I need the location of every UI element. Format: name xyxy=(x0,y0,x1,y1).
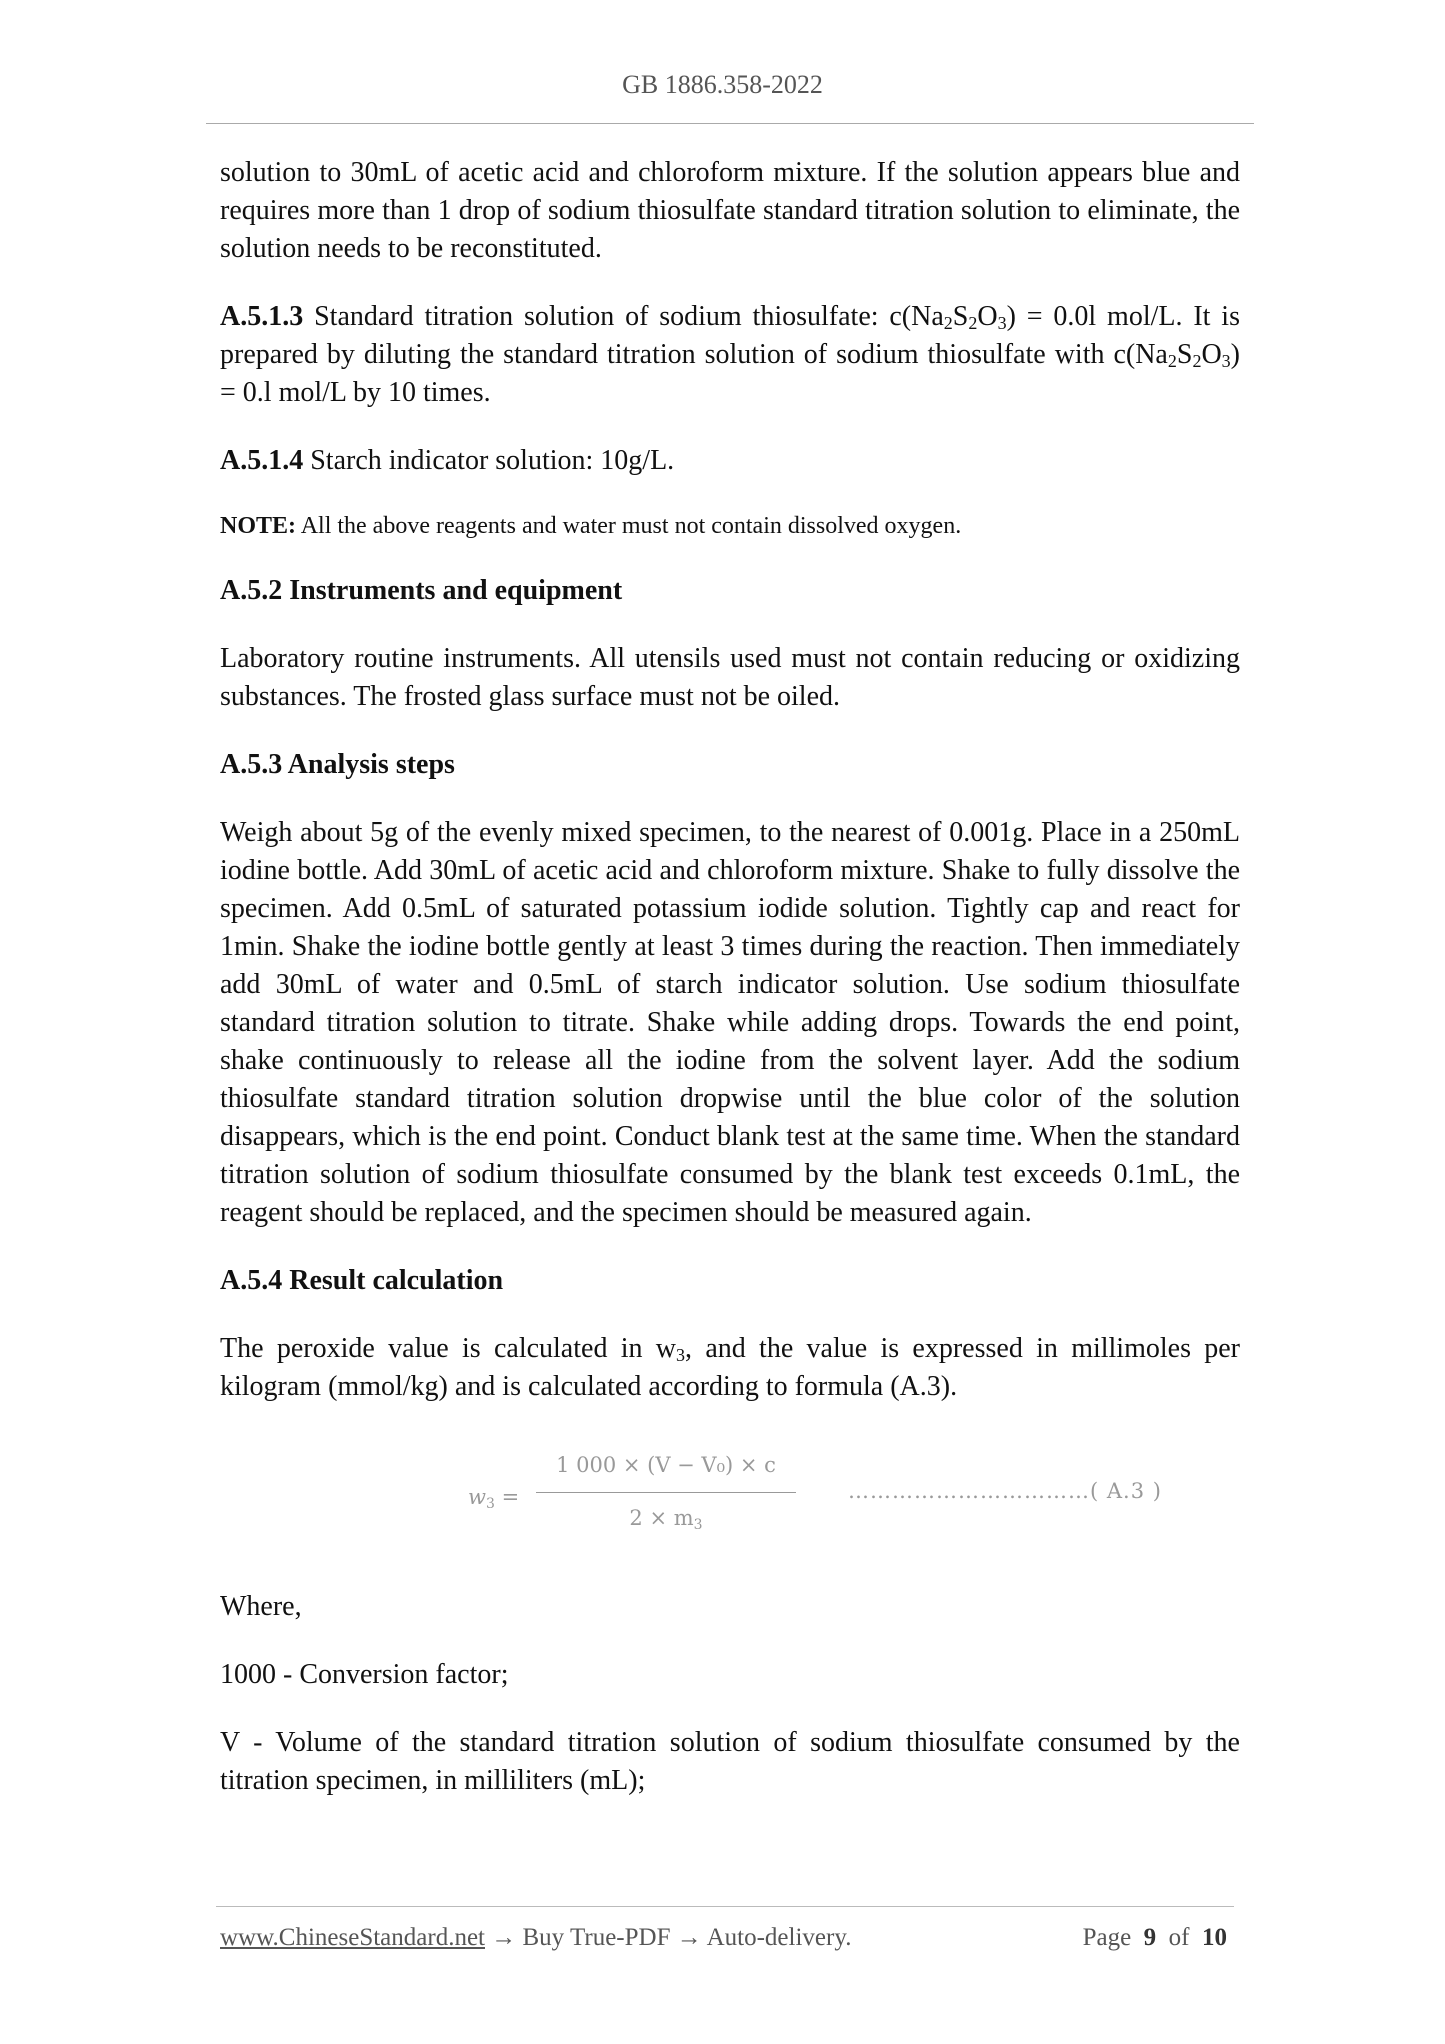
clause-text: Starch indicator solution: 10g/L. xyxy=(303,445,675,476)
formula-leader-dots: …………………………… xyxy=(848,1479,1090,1503)
paragraph-a52: Laboratory routine instruments. All utensils used must not contain reducing or oxidizing substances. The frosted glass surface must not be oiled. xyxy=(220,643,1240,712)
page-word: Page xyxy=(1082,1924,1132,1951)
note-text: All the above reagents and water must not contain dissolved oxygen. xyxy=(296,513,962,539)
formula-denominator xyxy=(536,1493,796,1537)
clause-text: ) = 0.l mol/L by 10 times. xyxy=(220,339,1240,408)
standard-number-header: GB 1886.358-2022 xyxy=(622,70,823,99)
formula-denominator-text: 2 × m xyxy=(629,1506,694,1530)
paragraph-a54 xyxy=(220,1330,1240,1406)
clause-label: A.5.1.4 xyxy=(220,445,304,476)
note-paragraph xyxy=(220,510,1240,542)
clause-text: S xyxy=(952,301,969,332)
clause-text: O xyxy=(1201,339,1222,370)
footer-divider xyxy=(216,1906,1234,1907)
subscript: 3 xyxy=(693,1517,703,1533)
formula-numerator: 1 000 × (V − V₀) × c xyxy=(536,1446,796,1493)
of-word: of xyxy=(1168,1924,1190,1951)
page-indicator xyxy=(1083,1924,1227,1952)
definition-1000: 1000 - Conversion factor; xyxy=(220,1659,509,1690)
subscript: 3 xyxy=(676,1345,686,1365)
subscript: 2 xyxy=(968,313,978,333)
clause-label: A.5.1.3 xyxy=(220,301,304,332)
subscript: 2 xyxy=(1167,351,1177,371)
formula-variable: w xyxy=(468,1485,486,1509)
page-content xyxy=(220,154,1240,1830)
footer-promo xyxy=(220,1924,851,1952)
paragraph-text: , and the value is expressed in millimoles per kilogram (mmol/kg) and is calculated according to formula (A.3). xyxy=(220,1333,1241,1402)
clause-a513 xyxy=(220,298,1240,412)
paragraph-text: The peroxide value is calculated in w xyxy=(220,1333,677,1364)
formula-fraction xyxy=(536,1446,796,1537)
formula-a3 xyxy=(220,1436,1240,1546)
clause-text: S xyxy=(1176,339,1193,370)
subscript: 2 xyxy=(1192,351,1202,371)
clause-a514 xyxy=(220,442,1240,480)
clause-text: O xyxy=(977,301,998,332)
section-heading-a52: A.5.2 Instruments and equipment xyxy=(220,575,623,606)
current-page-number: 9 xyxy=(1143,1924,1157,1951)
header-divider xyxy=(206,123,1254,124)
intro-paragraph: solution to 30mL of acetic acid and chloroform mixture. If the solution appears blue and requires more than 1 drop of sodium thiosulfate standard titration solution to eliminate, the solution needs to be reconstituted. xyxy=(220,157,1240,264)
clause-text: Standard titration solution of sodium thiosulfate: c(Na xyxy=(303,301,944,332)
paragraph-a53: Weigh about 5g of the evenly mixed specimen, to the nearest of 0.001g. Place in a 250mL iodine bottle. Add 30mL of acetic acid and chloroform mixture. Shake to fully dissolve the specimen. Add 0.5mL of saturated potassium iodide solution. Tightly cap and react for 1min. Shake the iodine bottle gently at least 3 times during the reaction. Then immediately add 30mL of water and 0.5mL of starch indicator solution. Use sodium thiosulfate standard titration solution to titrate. Shake while adding drops. Towards the end point, shake continuously to release all the iodine from the solvent layer. Add the sodium thiosulfate standard titration solution dropwise until the blue color of the solution disappears, which is the end point. Conduct blank test at the same time. When the standard titration solution of sodium thiosulfate consumed by the blank test exceeds 0.1mL, the reagent should be replaced, and the specimen should be measured again. xyxy=(220,817,1240,1228)
formula-equals: = xyxy=(494,1485,520,1509)
definition-v: V - Volume of the standard titration solution of sodium thiosulfate consumed by the titration specimen, in milliliters (mL); xyxy=(220,1727,1240,1796)
subscript: 3 xyxy=(485,1496,495,1512)
clause-text: ) = 0.0l mol/L. It is prepared by diluting the standard titration solution of sodium thiosulfate with c(Na xyxy=(220,301,1240,370)
formula-reference xyxy=(848,1472,1162,1510)
total-pages: 10 xyxy=(1202,1924,1227,1951)
subscript: 3 xyxy=(997,313,1007,333)
subscript: 2 xyxy=(943,313,953,333)
formula-lhs xyxy=(468,1478,519,1516)
footer-tagline: → Buy True-PDF → Auto-delivery. xyxy=(485,1924,852,1951)
section-heading-a54: A.5.4 Result calculation xyxy=(220,1265,504,1296)
website-link[interactable]: www.ChineseStandard.net xyxy=(220,1924,485,1951)
subscript: 3 xyxy=(1221,351,1231,371)
where-label: Where, xyxy=(220,1591,302,1622)
note-label: NOTE: xyxy=(220,513,297,539)
formula-number: ( A.3 ) xyxy=(1090,1479,1162,1503)
section-heading-a53: A.5.3 Analysis steps xyxy=(220,749,455,780)
